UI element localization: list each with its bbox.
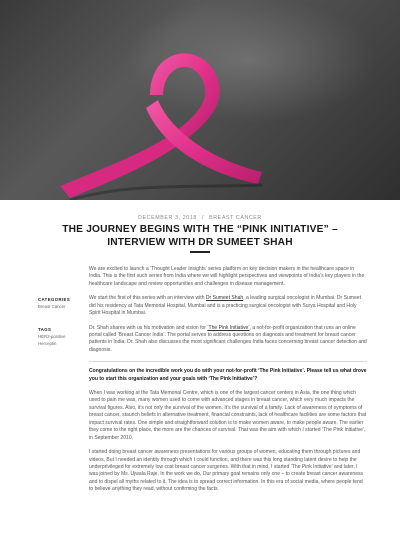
post-meta	[0, 215, 400, 221]
sidebar-categories	[38, 296, 78, 310]
categories-heading: CATEGORIES	[38, 297, 71, 302]
p2-text-a: We start the first of this series with an interview with	[89, 295, 206, 302]
meta-separator: /	[201, 215, 205, 221]
pink-ribbon-icon	[0, 0, 400, 200]
title-divider	[190, 251, 210, 253]
interview-intro-paragraph	[89, 295, 367, 317]
post-category-link[interactable]: BREAST CANCER	[209, 215, 262, 221]
pink-initiative-paragraph	[89, 325, 367, 355]
tags-heading: TAGS	[38, 327, 52, 332]
p3-text-a: Dr. Shah shares with us his motivation and vision for	[89, 324, 208, 331]
article-body	[89, 266, 367, 501]
interview-question: Congratulations on the incredible work you do with your not-for-profit ‘The Pink Initiative’. Please tell us what drove you to start this organization and your goals with ‘The Pink Initiative’?	[89, 368, 367, 382]
hero-image	[0, 0, 400, 200]
p2-text-b: , a leading surgical oncologist in Mumbai. Dr Sumeet did his residency at Tata Memorial Hospital, Mumbai and is a practicing surgical oncologist with Surya Hospital and Holy Spirit Hospital in Mumbai.	[89, 295, 362, 317]
tag-link-herceptin[interactable]: Herceptin	[38, 341, 57, 346]
tag-link-her2[interactable]: HER2-positive	[38, 334, 66, 339]
post-title: THE JOURNEY BEGINS WITH THE “PINK INITIATIVE” – INTERVIEW WITH DR SUMEET SHAH	[62, 224, 338, 248]
dr-sumeet-shah-link[interactable]: Dr Sumeet Shah	[205, 295, 244, 302]
sidebar-tags	[38, 326, 78, 347]
intro-paragraph: We are excited to launch a ‘Thought Leader Insights’ series platform on key decision makers in the healthcare space in India. This is the first such series from India where we will highlight perspectives and viewpoints of India’s key players in the healthcare landscape and review opportunities and challenges in disease management.	[89, 266, 365, 287]
pink-initiative-link[interactable]: ‘The Pink Initiative’	[207, 324, 250, 331]
answer-paragraph-2: I started doing breast cancer awareness presentations for various groups of women, educating them through pictures and videos. But I needed an identity through which I could function, and there was this long standing latent desire to help the underprivileged for extremely low cost breast cancer surgeries. With that in mind, I started ‘The Pink Initiative’ and later, I was joined by Ms. Ujwala Raje. In the work we do, Our primary goal remains only one – to create breast cancer awareness and to dispel all myths related to it. The idea is to spread correct information. In this era of social media, where people tend to believe anything they read, without confirming the facts.	[89, 449, 364, 493]
answer-paragraph-1: When I was working at the Tata Memorial Centre, which is one of the largest cancer centers in Asia, the one thing which used to pain me was, many women used to come with advanced stages in breast cancer, which very much impacts the survival figures. Also, it’s not only the survival of the women. It’s the survival of a family. Lack of awareness of symptoms of breast cancer, staunch beliefs in alternative treatment, financial constraints, lack of healthcare facilities are some factors that impact survival rates. One simple and straightforward solution is to make women aware, to make people aware. The earlier they come to the right place, the more are the chances of survival. That was the aim with which I started ‘The Pink Initiative’, in September 2010.	[89, 390, 367, 441]
p3-text-b: , a not-for-profit organization that runs an online portal called ‘Breast Cancer India’. The portal serves to address questions on diagnosis and treatment for breast cancer patients in India. Dr. Shah also discusses the most significant challenges India faces concerning breast cancer detection and diagnosis.	[89, 324, 367, 353]
question-divider	[89, 361, 367, 362]
category-link[interactable]: Breast Cancer	[38, 304, 66, 309]
post-date[interactable]: DECEMBER 3, 2018	[138, 215, 197, 221]
